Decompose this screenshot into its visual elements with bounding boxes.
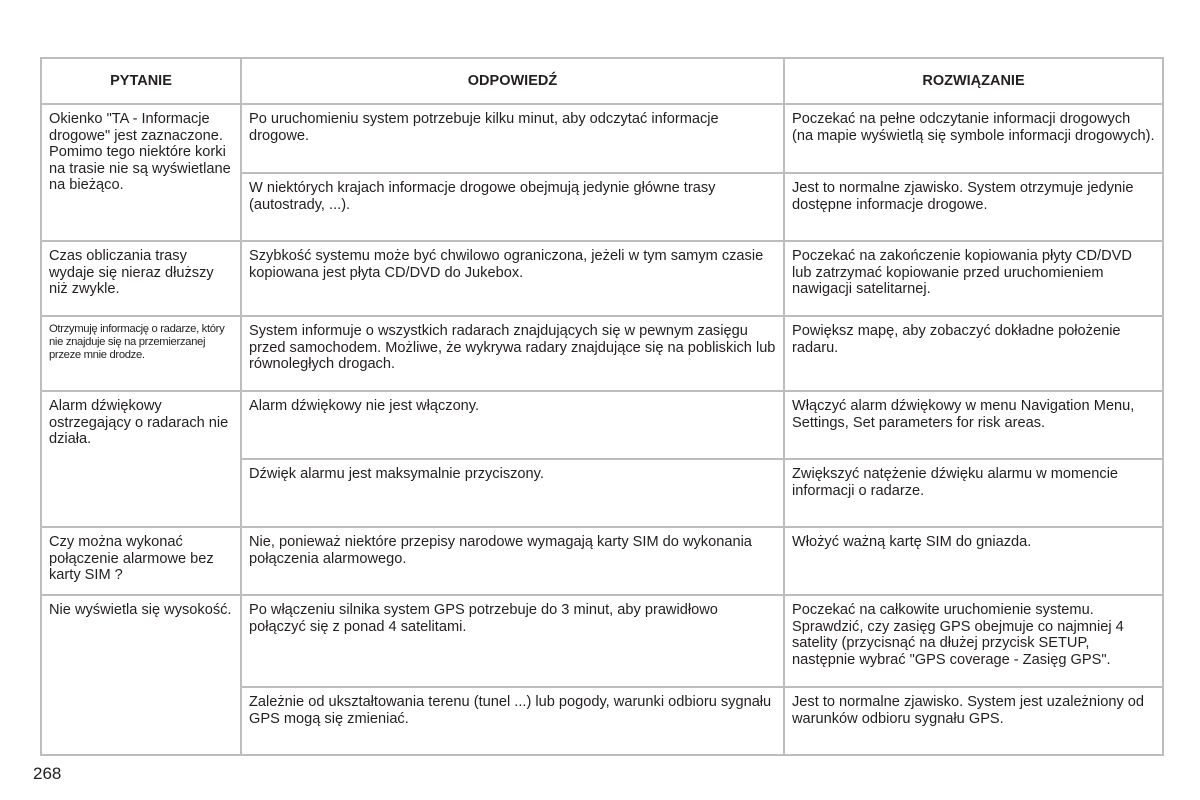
question-cell: Okienko "TA - Informacje drogowe" jest zaznaczone. Pomimo tego niektóre korki na trasie nie są wyświetlane na bieżąco. [41,104,241,241]
header-answer: ODPOWIEDŹ [241,58,784,104]
solution-cell: Zwiększyć natężenie dźwięku alarmu w momencie informacji o radarze. [784,459,1163,527]
answer-cell: Szybkość systemu może być chwilowo ograniczona, jeżeli w tym samym czasie kopiowana jest płyta CD/DVD do Jukebox. [241,241,784,316]
answer-cell: Nie, ponieważ niektóre przepisy narodowe wymagają karty SIM do wykonania połączenia alarmowego. [241,527,784,595]
header-question: PYTANIE [41,58,241,104]
table-header-row [41,58,1163,104]
question-cell: Otrzymuję informację o radarze, który nie znajduje się na przemierzanej przeze mnie drodze. [41,316,241,391]
answer-cell: W niektórych krajach informacje drogowe obejmują jedynie główne trasy (autostrady, ...). [241,173,784,241]
table-row [41,104,1163,173]
table-row [41,527,1163,595]
question-cell: Alarm dźwiękowy ostrzegający o radarach nie działa. [41,391,241,527]
answer-cell: Alarm dźwiękowy nie jest włączony. [241,391,784,459]
table-row [41,595,1163,687]
answer-cell: Po uruchomieniu system potrzebuje kilku minut, aby odczytać informacje drogowe. [241,104,784,173]
header-solution: ROZWIĄZANIE [784,58,1163,104]
solution-cell: Poczekać na zakończenie kopiowania płyty CD/DVD lub zatrzymać kopiowanie przed uruchomieniem nawigacji satelitarnej. [784,241,1163,316]
troubleshooting-table [40,57,1164,756]
solution-cell: Poczekać na pełne odczytanie informacji drogowych (na mapie wyświetlą się symbole informacji drogowych). [784,104,1163,173]
solution-cell: Włączyć alarm dźwiękowy w menu Navigation Menu, Settings, Set parameters for risk areas. [784,391,1163,459]
table-row [41,241,1163,316]
solution-cell: Włożyć ważną kartę SIM do gniazda. [784,527,1163,595]
table-row [41,316,1163,391]
troubleshooting-table-wrapper [40,57,1162,756]
answer-cell: System informuje o wszystkich radarach znajdujących się w pewnym zasięgu przed samochodem. Możliwe, że wykrywa radary znajdujące się na pobliskich lub równoległych drogach. [241,316,784,391]
solution-cell: Jest to normalne zjawisko. System jest uzależniony od warunków odbioru sygnału GPS. [784,687,1163,755]
solution-cell: Jest to normalne zjawisko. System otrzymuje jedynie dostępne informacje drogowe. [784,173,1163,241]
solution-cell: Poczekać na całkowite uruchomienie systemu. Sprawdzić, czy zasięg GPS obejmuje co najmniej 4 satelity (przycisnąć na dłużej przycisk SETUP, następnie wybrać "GPS coverage - Zasięg GPS". [784,595,1163,687]
answer-cell: Po włączeniu silnika system GPS potrzebuje do 3 minut, aby prawidłowo połączyć się z ponad 4 satelitami. [241,595,784,687]
page-number: 268 [33,764,62,783]
question-cell: Czy można wykonać połączenie alarmowe bez karty SIM ? [41,527,241,595]
answer-cell: Zależnie od ukształtowania terenu (tunel ...) lub pogody, warunki odbioru sygnału GPS mogą się zmieniać. [241,687,784,755]
question-cell: Czas obliczania trasy wydaje się nieraz dłuższy niż zwykle. [41,241,241,316]
answer-cell: Dźwięk alarmu jest maksymalnie przyciszony. [241,459,784,527]
question-cell: Nie wyświetla się wysokość. [41,595,241,755]
table-row [41,391,1163,459]
solution-cell: Powiększ mapę, aby zobaczyć dokładne położenie radaru. [784,316,1163,391]
